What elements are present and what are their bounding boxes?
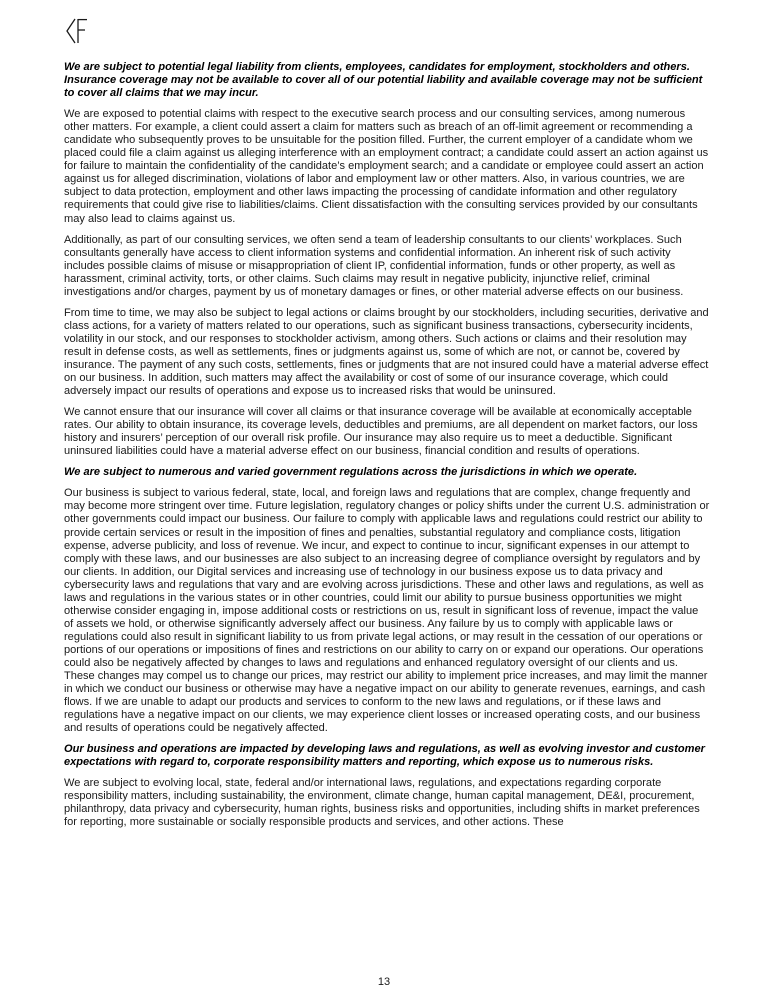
paragraph: We are subject to evolving local, state, federal and/or international laws, regulations, and expectations regarding corporate responsibility matters, including sustainability, the environment, climate change, human capital management, DE&I, procurement, philanthropy, data privacy and cybersecurity, human rights, business risks and opportunities, including shifts in market preferences for reporting, more sustainable or socially responsible products and services, and other actions. These bbox=[64, 777, 700, 829]
risk-section-corporate-responsibility bbox=[64, 743, 710, 829]
paragraph: From time to time, we may also be subject to legal actions or claims brought by our stockholders, including securities, derivative and class actions, for a variety of matters related to our operations, such as significant business transactions, cybersecurity incidents, volatility in our stock, and our responses to stockholder activism, among others. Such actions or claims and their resolution may result in defense costs, as well as settlements, fines or judgments against us, some of which are not, or cannot be, covered by insurance. The payment of any such costs, settlements, fines or judgments that are not insured could have a material adverse effect on our business. In addition, such matters may affect the availability or cost of some of our insurance coverage, which could adversely impact our results of operations and expose us to increased risks that would be uninsured. bbox=[64, 306, 709, 398]
paragraph: We are exposed to potential claims with respect to the executive search process and our consulting services, among numerous other matters. For example, a client could assert a claim for matters such as breach of an off-limit agreement or recommending a candidate who subsequently proves to be unsuitable for the position filled. Further, the current employer of a candidate whom we placed could file a claim against us alleging interference with an employment contract; a candidate could assert an action against us for failure to maintain the confidentiality of the candidate’s employment search; and a candidate or employee could assert an action against us for alleged discrimination, violations of labor and employment law or other matters. Also, in various countries, we are subject to data protection, employment and other laws impacting the processing of candidate information and other regulatory requirements that could give rise to liabilities/claims. Client dissatisfaction with the consulting services provided by our consultants may also lead to claims against us. bbox=[64, 108, 709, 225]
paragraph: Additionally, as part of our consulting services, we often send a team of leadership consultants to our clients’ workplaces. Such consultants generally have access to client information systems and confidential information. An inherent risk of such activity includes possible claims of misuse or misappropriation of client IP, confidential information, funds or other property, as well as harassment, criminal activity, torts, or other claims. Such claims may result in negative publicity, injunctive relief, criminal investigations and/or charges, payment by us of monetary damages or fines, or other material adverse effects on our business. bbox=[64, 233, 684, 298]
paragraph: We cannot ensure that our insurance will cover all claims or that insurance coverage will be available at economically acceptable rates. Our ability to obtain insurance, its coverage levels, deductibles and premiums, are all dependent on market factors, our loss history and insurers’ perception of our overall risk profile. Our insurance may also require us to meet a deductible. Significant uninsured liabilities could have a material adverse effect on our business, financial condition and results of operations. bbox=[64, 406, 698, 458]
section-heading: We are subject to numerous and varied government regulations across the jurisdictions in which we operate. bbox=[64, 466, 638, 479]
page-number: 13 bbox=[377, 976, 391, 988]
kf-monogram-icon bbox=[64, 16, 90, 46]
section-heading: Our business and operations are impacted by developing laws and regulations, as well as evolving investor and customer expectations with regard to, corporate responsibility matters and reporting, which expose us to numerous risks. bbox=[64, 743, 705, 769]
risk-section-legal-liability bbox=[64, 61, 710, 458]
risk-section-government-regulations bbox=[64, 466, 710, 735]
document-body bbox=[64, 61, 710, 838]
section-heading: We are subject to potential legal liability from clients, employees, candidates for employment, stockholders and others. Insurance coverage may not be available to cover all of our potential liability and available coverage may not be sufficient to cover all claims that we may incur. bbox=[64, 61, 703, 100]
paragraph: Our business is subject to various federal, state, local, and foreign laws and regulations that are complex, change frequently and may become more stringent over time. Future legislation, regulatory changes or policy shifts under the current U.S. administration or other governments could impact our business. Our failure to comply with applicable laws and regulations could restrict our ability to provide certain services or result in the imposition of fines and penalties, substantial regulatory and compliance costs, litigation expense, adverse publicity, and loss of revenue. We incur, and expect to continue to incur, significant expenses in our attempt to comply with these laws, and our businesses are also subject to an increasing degree of compliance oversight by regulators and by our clients. In addition, our Digital services and increasing use of technology in our business expose us to data privacy and cybersecurity laws and regulations that vary and are evolving across jurisdictions. These and other laws and regulations, as well as laws and regulations in the various states or in other countries, could limit our ability to pursue business opportunities we might otherwise consider engaging in, impose additional costs or restrictions on us, result in significant loss of revenue, impact the value of assets we hold, or otherwise significantly adversely affect our business. Any failure by us to comply with applicable laws or regulations could also result in significant liability to us from private legal actions, or may result in the cessation of our operations or portions of our operations or impositions of fines and restrictions on our ability to carry on or expand our operations. Our operations could also be negatively affected by changes to laws and regulations and enhanced regulatory oversight of our clients and us. These changes may compel us to change our prices, may restrict our ability to implement price increases, and may limit the manner in which we conduct our business or otherwise may have a negative impact on our ability to generate revenues, earnings, and cash flows. If we are unable to adapt our products and services to conform to the new laws and regulations, or if these laws and regulations have a negative impact on our clients, we may experience client losses or increased operating costs, and our business and results of operations could be negatively affected. bbox=[64, 487, 710, 735]
